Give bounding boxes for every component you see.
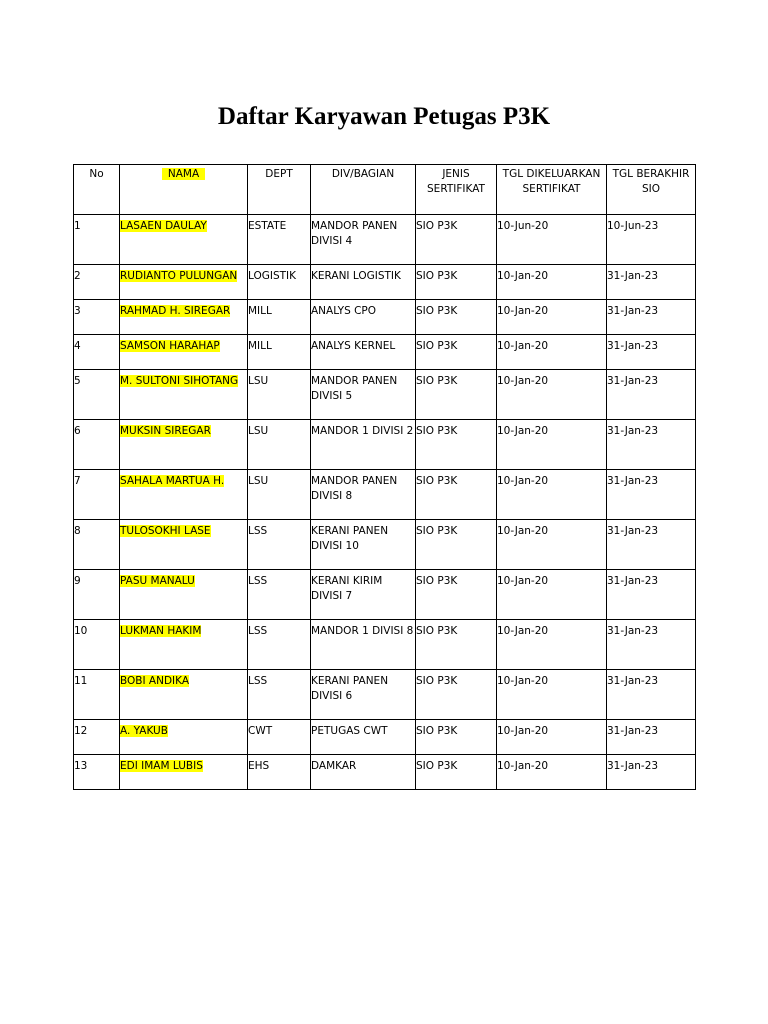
cell-nama (120, 420, 248, 470)
cell-dept: ESTATE (248, 215, 311, 265)
cell-div: MANDOR PANEN DIVISI 8 (311, 470, 416, 520)
cell-tgl-berakhir: 31-Jan-23 (607, 300, 696, 335)
table-row (74, 755, 696, 790)
cell-no: 11 (74, 670, 120, 720)
table-row (74, 720, 696, 755)
cell-nama (120, 520, 248, 570)
employee-table (73, 164, 696, 790)
cell-nama-text: LASAEN DAULAY (120, 220, 207, 232)
cell-dept: LSS (248, 570, 311, 620)
cell-div: KERANI PANEN DIVISI 10 (311, 520, 416, 570)
cell-nama (120, 470, 248, 520)
cell-div: MANDOR PANEN DIVISI 5 (311, 370, 416, 420)
cell-no: 3 (74, 300, 120, 335)
table-row (74, 670, 696, 720)
cell-dept: LOGISTIK (248, 265, 311, 300)
table-row (74, 420, 696, 470)
cell-nama (120, 265, 248, 300)
cell-nama-text: PASU MANALU (120, 575, 195, 587)
cell-jenis: SIO P3K (416, 420, 497, 470)
cell-no: 7 (74, 470, 120, 520)
cell-nama-text: RAHMAD H. SIREGAR (120, 305, 231, 317)
cell-nama-text: MUKSIN SIREGAR (120, 425, 211, 437)
cell-nama-text: M. SULTONI SIHOTANG (120, 375, 239, 387)
cell-jenis: SIO P3K (416, 755, 497, 790)
header-no: No (74, 165, 120, 215)
cell-no: 2 (74, 265, 120, 300)
cell-dept: LSU (248, 420, 311, 470)
cell-div: MANDOR 1 DIVISI 2 (311, 420, 416, 470)
cell-div: KERANI LOGISTIK (311, 265, 416, 300)
cell-no: 10 (74, 620, 120, 670)
cell-tgl-dikeluarkan: 10-Jan-20 (497, 570, 607, 620)
cell-tgl-berakhir: 31-Jan-23 (607, 520, 696, 570)
cell-nama (120, 570, 248, 620)
table-row (74, 215, 696, 265)
cell-no: 12 (74, 720, 120, 755)
cell-no: 6 (74, 420, 120, 470)
header-div-bagian: DIV/BAGIAN (311, 165, 416, 215)
table-row (74, 370, 696, 420)
cell-no: 1 (74, 215, 120, 265)
header-jenis-sertifikat: JENIS SERTIFIKAT (416, 165, 497, 215)
table-row (74, 300, 696, 335)
cell-tgl-berakhir: 31-Jan-23 (607, 265, 696, 300)
cell-dept: CWT (248, 720, 311, 755)
table-row (74, 265, 696, 300)
cell-nama (120, 335, 248, 370)
cell-no: 5 (74, 370, 120, 420)
cell-tgl-berakhir: 31-Jan-23 (607, 420, 696, 470)
cell-div: MANDOR 1 DIVISI 8 (311, 620, 416, 670)
cell-tgl-dikeluarkan: 10-Jan-20 (497, 620, 607, 670)
cell-jenis: SIO P3K (416, 570, 497, 620)
cell-jenis: SIO P3K (416, 265, 497, 300)
cell-div: ANALYS KERNEL (311, 335, 416, 370)
cell-tgl-dikeluarkan: 10-Jan-20 (497, 335, 607, 370)
table-row (74, 335, 696, 370)
cell-nama (120, 720, 248, 755)
cell-tgl-berakhir: 31-Jan-23 (607, 570, 696, 620)
cell-tgl-berakhir: 31-Jan-23 (607, 470, 696, 520)
cell-dept: LSU (248, 470, 311, 520)
page-title: Daftar Karyawan Petugas P3K (217, 103, 551, 130)
cell-nama-text: SAMSON HARAHAP (120, 340, 220, 352)
cell-tgl-dikeluarkan: 10-Jan-20 (497, 670, 607, 720)
cell-nama (120, 215, 248, 265)
cell-div: DAMKAR (311, 755, 416, 790)
cell-jenis: SIO P3K (416, 470, 497, 520)
cell-nama (120, 670, 248, 720)
cell-nama (120, 370, 248, 420)
cell-tgl-berakhir: 31-Jan-23 (607, 670, 696, 720)
cell-nama-text: BOBI ANDIKA (120, 675, 190, 687)
cell-jenis: SIO P3K (416, 670, 497, 720)
cell-dept: LSS (248, 520, 311, 570)
cell-no: 8 (74, 520, 120, 570)
cell-tgl-dikeluarkan: 10-Jan-20 (497, 420, 607, 470)
cell-tgl-dikeluarkan: 10-Jan-20 (497, 470, 607, 520)
cell-nama-text: A. YAKUB (120, 725, 168, 737)
cell-div: MANDOR PANEN DIVISI 4 (311, 215, 416, 265)
cell-tgl-dikeluarkan: 10-Jan-20 (497, 755, 607, 790)
cell-tgl-dikeluarkan: 10-Jan-20 (497, 265, 607, 300)
cell-tgl-berakhir: 31-Jan-23 (607, 620, 696, 670)
cell-tgl-dikeluarkan: 10-Jun-20 (497, 215, 607, 265)
cell-jenis: SIO P3K (416, 370, 497, 420)
cell-div: ANALYS CPO (311, 300, 416, 335)
table-row (74, 620, 696, 670)
cell-tgl-dikeluarkan: 10-Jan-20 (497, 370, 607, 420)
cell-dept: LSS (248, 670, 311, 720)
cell-no: 9 (74, 570, 120, 620)
cell-nama-text: RUDIANTO PULUNGAN (120, 270, 238, 282)
cell-jenis: SIO P3K (416, 520, 497, 570)
table-header-row (74, 165, 696, 215)
cell-nama-text: LUKMAN HAKIM (120, 625, 202, 637)
header-dept: DEPT (248, 165, 311, 215)
table-row (74, 470, 696, 520)
cell-nama-text: TULOSOKHI LASE (120, 525, 211, 537)
cell-div: PETUGAS CWT (311, 720, 416, 755)
cell-nama-text: EDI IMAM LUBIS (120, 760, 203, 772)
cell-jenis: SIO P3K (416, 300, 497, 335)
cell-tgl-dikeluarkan: 10-Jan-20 (497, 720, 607, 755)
cell-nama-text: SAHALA MARTUA H. (120, 475, 225, 487)
cell-no: 13 (74, 755, 120, 790)
cell-div: KERANI PANEN DIVISI 6 (311, 670, 416, 720)
cell-nama (120, 755, 248, 790)
cell-tgl-dikeluarkan: 10-Jan-20 (497, 520, 607, 570)
table-row (74, 570, 696, 620)
cell-nama (120, 620, 248, 670)
cell-tgl-berakhir: 31-Jan-23 (607, 720, 696, 755)
cell-dept: LSS (248, 620, 311, 670)
cell-tgl-berakhir: 31-Jan-23 (607, 370, 696, 420)
header-tgl-berakhir: TGL BERAKHIR SIO (607, 165, 696, 215)
cell-nama (120, 300, 248, 335)
table-row (74, 520, 696, 570)
cell-jenis: SIO P3K (416, 335, 497, 370)
header-tgl-dikeluarkan: TGL DIKELUARKAN SERTIFIKAT (497, 165, 607, 215)
cell-dept: EHS (248, 755, 311, 790)
cell-tgl-dikeluarkan: 10-Jan-20 (497, 300, 607, 335)
cell-tgl-berakhir: 10-Jun-23 (607, 215, 696, 265)
cell-dept: LSU (248, 370, 311, 420)
cell-div: KERANI KIRIM DIVISI 7 (311, 570, 416, 620)
cell-tgl-berakhir: 31-Jan-23 (607, 335, 696, 370)
header-nama-label: NAMA (162, 168, 205, 180)
cell-dept: MILL (248, 335, 311, 370)
cell-jenis: SIO P3K (416, 215, 497, 265)
cell-jenis: SIO P3K (416, 720, 497, 755)
cell-dept: MILL (248, 300, 311, 335)
cell-no: 4 (74, 335, 120, 370)
cell-jenis: SIO P3K (416, 620, 497, 670)
cell-tgl-berakhir: 31-Jan-23 (607, 755, 696, 790)
header-nama (120, 165, 248, 215)
